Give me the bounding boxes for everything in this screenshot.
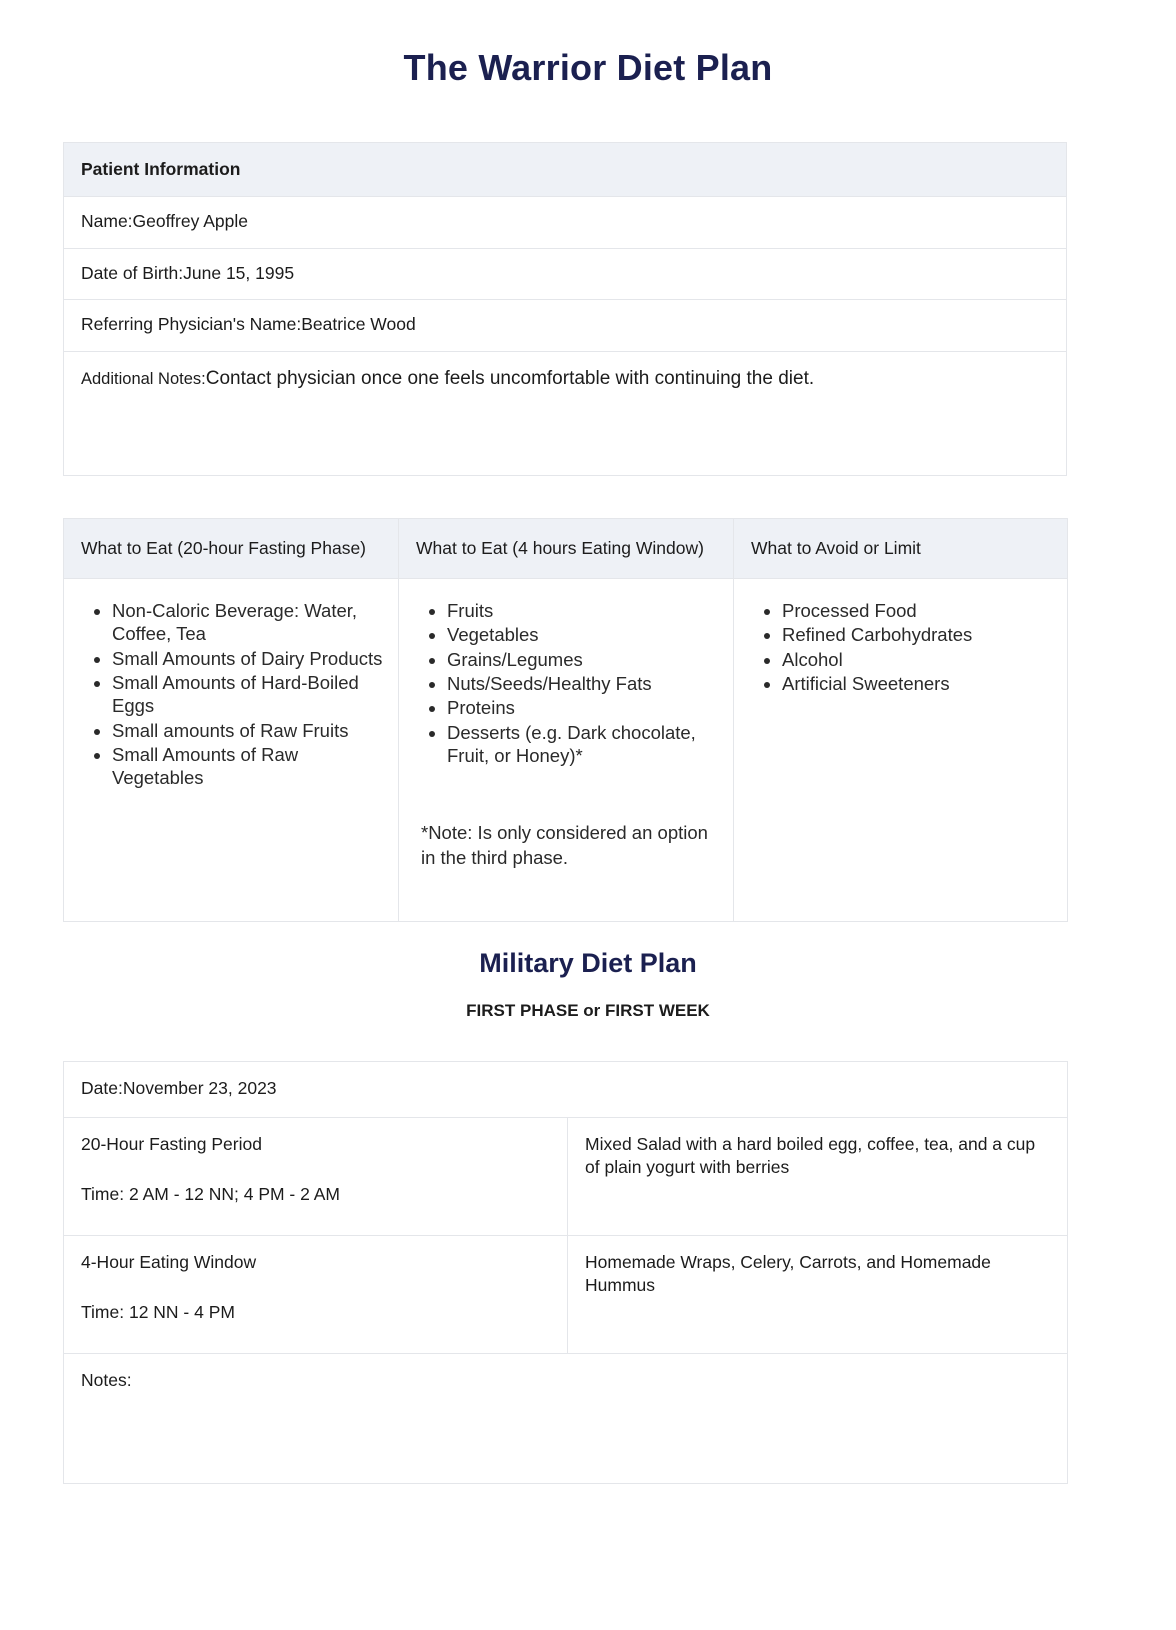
additional-notes-value[interactable]: Contact physician once one feels uncomfortable with continuing the diet.: [205, 367, 815, 389]
fasting-period-meal[interactable]: Mixed Salad with a hard boiled egg, coffee, tea, and a cup of plain yogurt with berries: [568, 1117, 1068, 1235]
patient-dob-label: Date of Birth:: [81, 262, 184, 283]
list-item: • Grains/Legumes: [447, 648, 719, 671]
list-item: • Small Amounts of Hard-Boiled Eggs: [112, 671, 384, 718]
column-header-eating-window: What to Eat (4 hours Eating Window): [399, 518, 734, 578]
eating-window-meal[interactable]: Homemade Wraps, Celery, Carrots, and Homemade Hummus: [568, 1235, 1068, 1353]
list-item: • Processed Food: [782, 599, 1053, 622]
patient-name-label: Name:: [81, 211, 133, 231]
list-item: • Alcohol: [782, 648, 1053, 671]
eating-window-footnote: *Note: Is only considered an option in the third phase.: [421, 822, 708, 868]
list-item: • Vegetables: [447, 623, 719, 646]
list-item: • Small Amounts of Raw Vegetables: [112, 743, 384, 790]
page-title: The Warrior Diet Plan: [403, 47, 773, 88]
table-row: [64, 248, 1067, 300]
patient-name-row: [64, 197, 1067, 249]
patient-name-value[interactable]: Geoffrey Apple: [132, 211, 248, 231]
list-item: • Fruits: [447, 599, 719, 622]
table-row: [64, 1117, 1068, 1235]
list-item: • Small amounts of Raw Fruits: [112, 719, 384, 742]
referring-physician-label: Referring Physician's Name:: [81, 314, 302, 335]
table-row: [64, 1353, 1068, 1483]
fasting-phase-list: [78, 599, 384, 789]
column-header-avoid-or-limit: What to Avoid or Limit: [734, 518, 1068, 578]
table-row: [64, 143, 1067, 197]
referring-physician-row: [64, 300, 1067, 352]
eating-window-list: [413, 599, 719, 767]
eating-window-label: 4-Hour Eating Window: [81, 1251, 257, 1272]
table-row: [64, 300, 1067, 352]
military-diet-subtitle: FIRST PHASE or FIRST WEEK: [466, 1001, 710, 1021]
column-header-fasting-phase: What to Eat (20-hour Fasting Phase): [64, 518, 399, 578]
military-notes-row[interactable]: [64, 1353, 1068, 1483]
column-body-avoid-or-limit: [734, 579, 1068, 922]
eating-window-time: Time: 12 NN - 4 PM: [81, 1302, 235, 1323]
list-item: • Desserts (e.g. Dark chocolate, Fruit, or Honey)*: [447, 721, 719, 768]
list-item: • Proteins: [447, 696, 719, 719]
patient-dob-row: [64, 248, 1067, 300]
additional-notes-label: Additional Notes:: [81, 369, 206, 388]
table-row: [64, 1062, 1068, 1118]
table-header-row: [64, 518, 1068, 578]
list-item: • Small Amounts of Dairy Products: [112, 647, 384, 670]
list-item: • Non-Caloric Beverage: Water, Coffee, Tea: [112, 599, 384, 646]
fasting-period-cell: [64, 1117, 568, 1235]
military-diet-table: [63, 1061, 1068, 1484]
food-guidance-table: [63, 518, 1068, 922]
avoid-or-limit-list: [748, 599, 1053, 695]
list-item: • Refined Carbohydrates: [782, 623, 1053, 646]
table-row: [64, 351, 1067, 475]
eating-window-cell: [64, 1235, 568, 1353]
column-body-fasting-phase: [64, 579, 399, 922]
military-diet-title: Military Diet Plan: [479, 948, 697, 979]
list-item: • Nuts/Seeds/Healthy Fats: [447, 672, 719, 695]
patient-information-table: [63, 142, 1067, 476]
referring-physician-value[interactable]: Beatrice Wood: [301, 314, 416, 335]
military-date-label: Date:: [81, 1078, 123, 1099]
fasting-period-time: Time: 2 AM - 12 NN; 4 PM - 2 AM: [81, 1184, 340, 1205]
table-row: [64, 579, 1068, 922]
military-date-value[interactable]: November 23, 2023: [122, 1078, 277, 1099]
list-item: • Artificial Sweeteners: [782, 672, 1053, 695]
military-notes-label: Notes:: [81, 1369, 132, 1390]
additional-notes-row: [64, 351, 1067, 475]
patient-information-header: Patient Information: [64, 143, 1067, 197]
table-row: [64, 197, 1067, 249]
column-body-eating-window: [399, 579, 734, 922]
military-date-row: [64, 1062, 1068, 1118]
table-row: [64, 1235, 1068, 1353]
fasting-period-label: 20-Hour Fasting Period: [81, 1133, 262, 1154]
patient-dob-value[interactable]: June 15, 1995: [183, 262, 295, 283]
